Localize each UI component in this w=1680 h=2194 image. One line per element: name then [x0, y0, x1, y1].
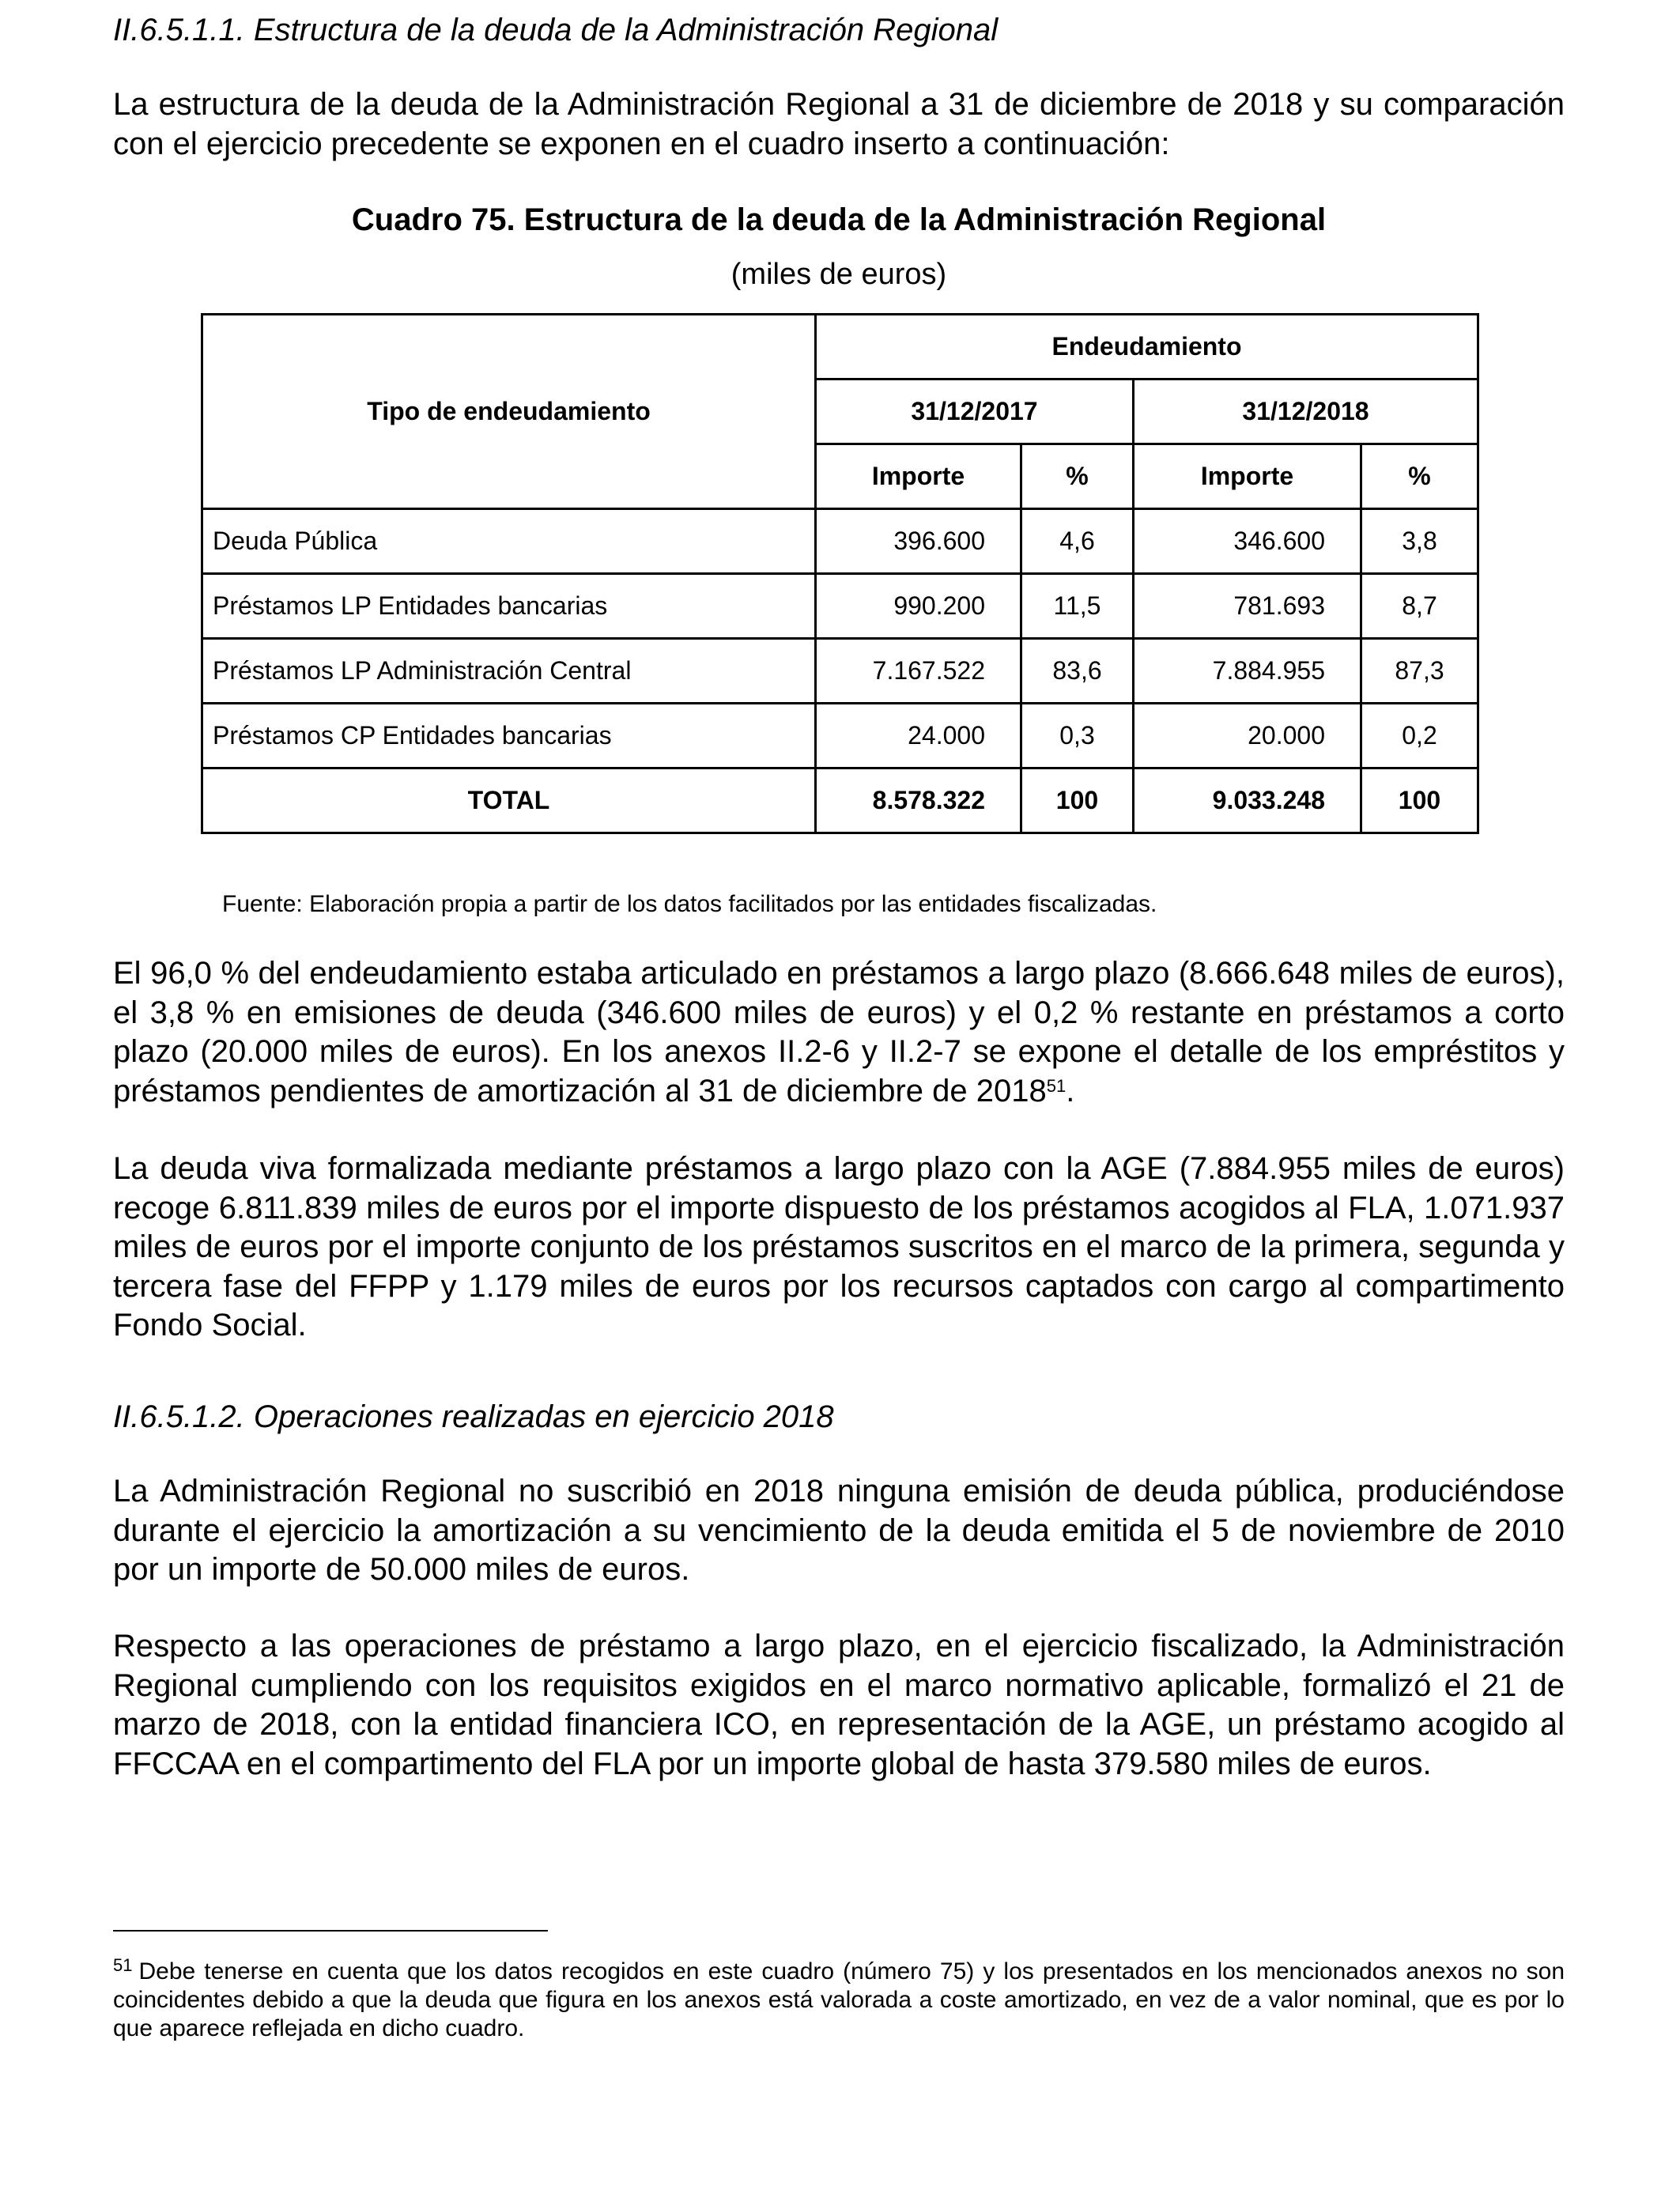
total-row: [202, 768, 1478, 833]
importe-2017-header: Importe: [816, 444, 1021, 509]
importe-2018-cell: 7.884.955: [1134, 639, 1361, 704]
year-2017-header: 31/12/2017: [816, 380, 1134, 444]
group-header-cell: Endeudamiento: [816, 315, 1478, 380]
section-heading-structure: II.6.5.1.1. Estructura de la deuda de la Administración Regional: [113, 13, 999, 47]
importe-2018-header: Importe: [1134, 444, 1361, 509]
importe-2018-cell: 346.600: [1134, 509, 1361, 574]
total-pct-2017: 100: [1021, 768, 1134, 833]
intro-paragraph: La estructura de la deuda de la Administración Regional a 31 de diciembre de 2018 y su comparación con el ejercicio precedente se exponen en el cuadro inserto a continuación:: [113, 87, 1565, 161]
pct-2018-cell: 0,2: [1361, 704, 1478, 768]
pct-2018-header: %: [1361, 444, 1478, 509]
table-row: [202, 574, 1478, 639]
pct-2017-cell: 11,5: [1021, 574, 1134, 639]
pct-2018-cell: 87,3: [1361, 639, 1478, 704]
year-2018-header: 31/12/2018: [1134, 380, 1478, 444]
row-label: Préstamos LP Administración Central: [202, 639, 816, 704]
importe-2017-cell: 396.600: [816, 509, 1021, 574]
operations-paragraph-2: Respecto a las operaciones de préstamo a largo plazo, en el ejercicio fiscalizado, la Administración Regional cumpliendo con los requisitos exigidos en el marco normativo aplicable, formalizó el 21 de marzo de 2018, con la entidad financiera ICO, en representación de la AGE, un préstamo acogido al FFCCAA en el compartimento del FLA por un importe global de hasta 379.580 miles de euros.: [113, 1629, 1565, 1781]
debt-structure-text-end: .: [1066, 1073, 1075, 1108]
pct-2017-header: %: [1021, 444, 1134, 509]
footnote: [113, 1955, 1565, 2043]
table-source-note: Fuente: Elaboración propia a partir de los datos facilitados por las entidades fiscalizadas.: [222, 891, 1157, 917]
footnote-reference[interactable]: 51: [1046, 1075, 1067, 1096]
operations-paragraph-1: La Administración Regional no suscribió en 2018 ninguna emisión de deuda pública, produciéndose durante el ejercicio la amortización a su vencimiento de la deuda emitida el 5 de noviembre de 2010 por un importe de 50.000 miles de euros.: [113, 1474, 1565, 1587]
age-debt-paragraph: La deuda viva formalizada mediante préstamos a largo plazo con la AGE (7.884.955 miles de euros) recoge 6.811.839 miles de euros por el importe dispuesto de los préstamos acogidos al FLA, 1.071.937 miles de euros por el importe conjunto de los préstamos suscritos en el marco de la primera, segunda y tercera fase del FFPP y 1.179 miles de euros por los recursos captados con cargo al compartimento Fondo Social.: [113, 1151, 1565, 1342]
importe-2018-cell: 20.000: [1134, 704, 1361, 768]
row-label: Deuda Pública: [202, 509, 816, 574]
table-row: [202, 704, 1478, 768]
debt-structure-table: [201, 313, 1479, 834]
footnote-number: 51: [113, 1955, 133, 1975]
importe-2017-cell: 7.167.522: [816, 639, 1021, 704]
importe-2018-cell: 781.693: [1134, 574, 1361, 639]
section-heading-operations: II.6.5.1.2. Operaciones realizadas en ejercicio 2018: [113, 1399, 834, 1434]
table-row: [202, 509, 1478, 574]
row-label: Préstamos CP Entidades bancarias: [202, 704, 816, 768]
pct-2018-cell: 8,7: [1361, 574, 1478, 639]
pct-2017-cell: 0,3: [1021, 704, 1134, 768]
pct-2018-cell: 3,8: [1361, 509, 1478, 574]
pct-2017-cell: 4,6: [1021, 509, 1134, 574]
pct-2017-cell: 83,6: [1021, 639, 1134, 704]
total-pct-2018: 100: [1361, 768, 1478, 833]
importe-2017-cell: 990.200: [816, 574, 1021, 639]
total-importe-2018: 9.033.248: [1134, 768, 1361, 833]
importe-2017-cell: 24.000: [816, 704, 1021, 768]
total-importe-2017: 8.578.322: [816, 768, 1021, 833]
row-label: Préstamos LP Entidades bancarias: [202, 574, 816, 639]
table-row: [202, 639, 1478, 704]
footnote-text: Debe tenerse en cuenta que los datos recogidos en este cuadro (número 75) y los presentados en los mencionados anexos no son coincidentes debido a que la deuda que figura en los anexos está valorada a coste amortizado, en vez de a valor nominal, que es por lo que aparece reflejada en dicho cuadro.: [113, 1958, 1565, 2041]
table-title: Cuadro 75. Estructura de la deuda de la Administración Regional: [351, 202, 1327, 237]
footnote-divider: [113, 1930, 548, 1932]
row-header-cell: Tipo de endeudamiento: [202, 315, 816, 509]
table-subtitle: (miles de euros): [731, 258, 947, 291]
total-label: TOTAL: [202, 768, 816, 833]
debt-structure-text: El 96,0 % del endeudamiento estaba articulado en préstamos a largo plazo (8.666.648 miles de euros), el 3,8 % en emisiones de deuda (346.600 miles de euros) y el 0,2 % restante en préstamos a corto plazo (20.000 miles de euros). En los anexos II.2-6 y II.2-7 se expone el detalle de los empréstitos y préstamos pendientes de amortización al 31 de diciembre de 2018: [113, 956, 1565, 1108]
debt-structure-paragraph: [113, 954, 1565, 1111]
